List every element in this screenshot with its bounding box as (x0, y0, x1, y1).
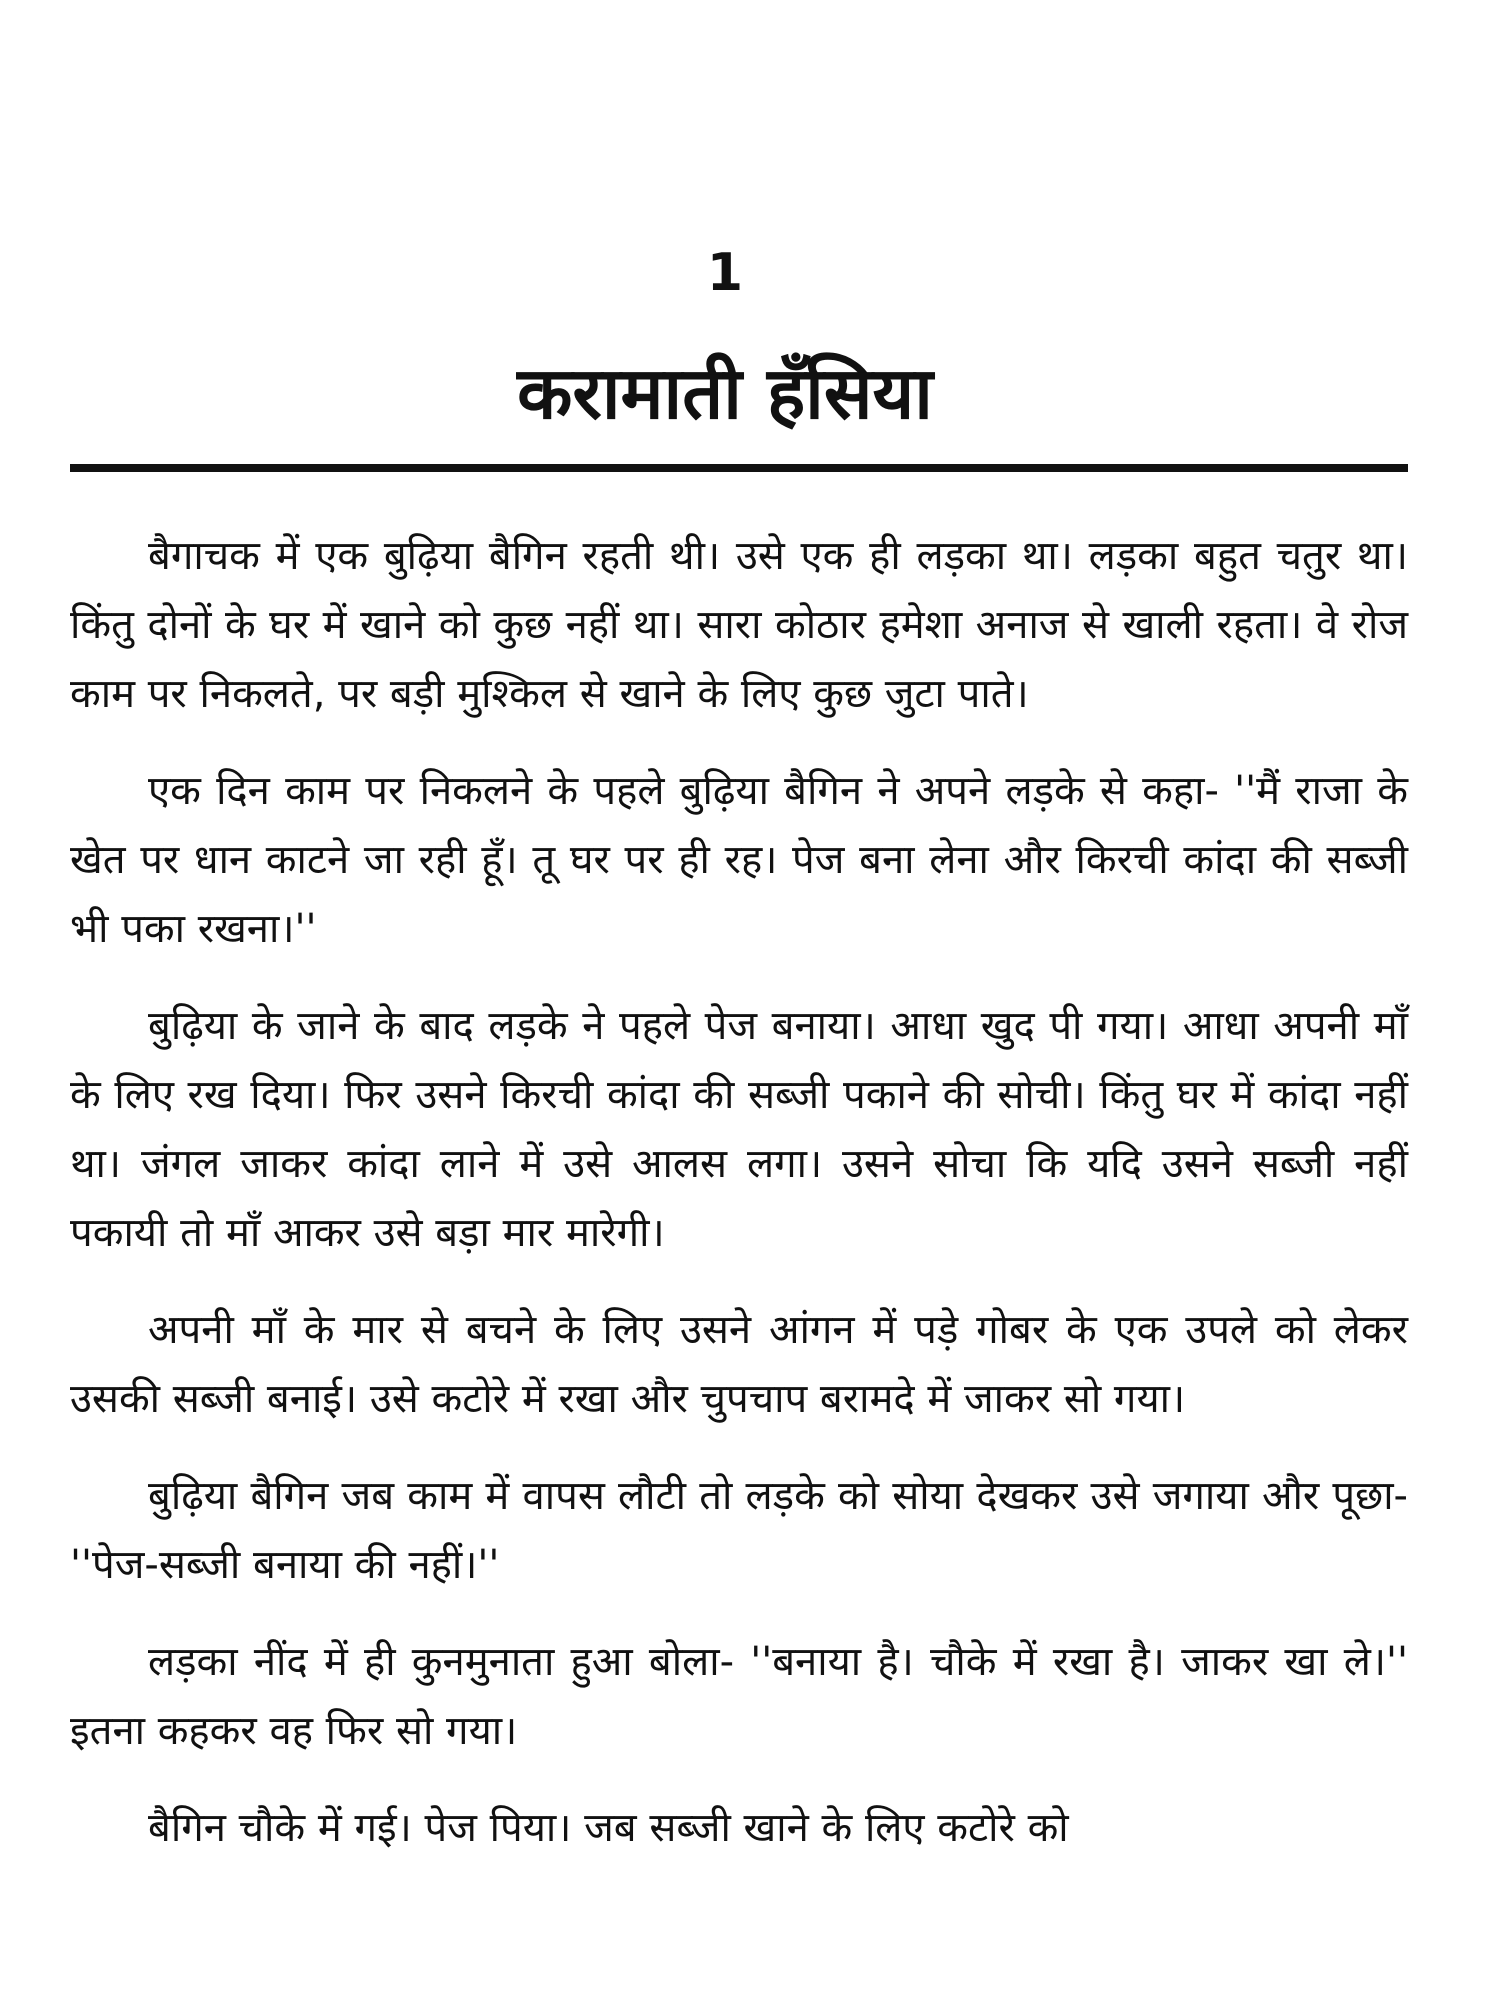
paragraph-6: लड़का नींद में ही कुनमुनाता हुआ बोला- ''बनाया है। चौके में रखा है। जाकर खा ले।'' इतना कहकर वह फिर सो गया। (70, 1639, 1408, 1754)
paragraph-7: बैगिन चौके में गई। पेज पिया। जब सब्जी खाने के लिए कटोरे को (148, 1805, 1069, 1851)
title-divider (70, 464, 1408, 472)
paragraph-1: बैगाचक में एक बुढ़िया बैगिन रहती थी। उसे एक ही लड़का था। लड़का बहुत चतुर था। किंतु दोनों के घर में खाने को कुछ नहीं था। सारा कोठार हमेशा अनाज से खाली रहता। वे रोज काम पर निकलते, पर बड़ी मुश्किल से खाने के लिए कुछ जुटा पाते। (70, 533, 1408, 717)
paragraph-2: एक दिन काम पर निकलने के पहले बुढ़िया बैगिन ने अपने लड़के से कहा- ''मैं राजा के खेत पर धान काटने जा रही हूँ। तू घर पर ही रह। पेज बना लेना और किरची कांदा की सब्जी भी पका रखना।'' (70, 768, 1408, 952)
chapter-number: 1 (706, 243, 744, 303)
paragraph-3: बुढ़िया के जाने के बाद लड़के ने पहले पेज बनाया। आधा खुद पी गया। आधा अपनी माँ के लिए रख दिया। फिर उसने किरची कांदा की सब्जी पकाने की सोची। किंतु घर में कांदा नहीं था। जंगल जाकर कांदा लाने में उसे आलस लगा। उसने सोचा कि यदि उसने सब्जी नहीं पकायी तो माँ आकर उसे बड़ा मार मारेगी। (70, 1003, 1408, 1256)
paragraph-4: अपनी माँ के मार से बचने के लिए उसने आंगन में पड़े गोबर के एक उपले को लेकर उसकी सब्जी बनाई। उसे कटोरे में रखा और चुपचाप बरामदे में जाकर सो गया। (70, 1307, 1408, 1422)
story-body (70, 522, 1408, 1891)
chapter-title: करामाती हँसिया (517, 351, 933, 435)
paragraph-5: बुढ़िया बैगिन जब काम में वापस लौटी तो लड़के को सोया देखकर उसे जगाया और पूछा- ''पेज-सब्जी बनाया की नहीं।'' (70, 1473, 1408, 1588)
